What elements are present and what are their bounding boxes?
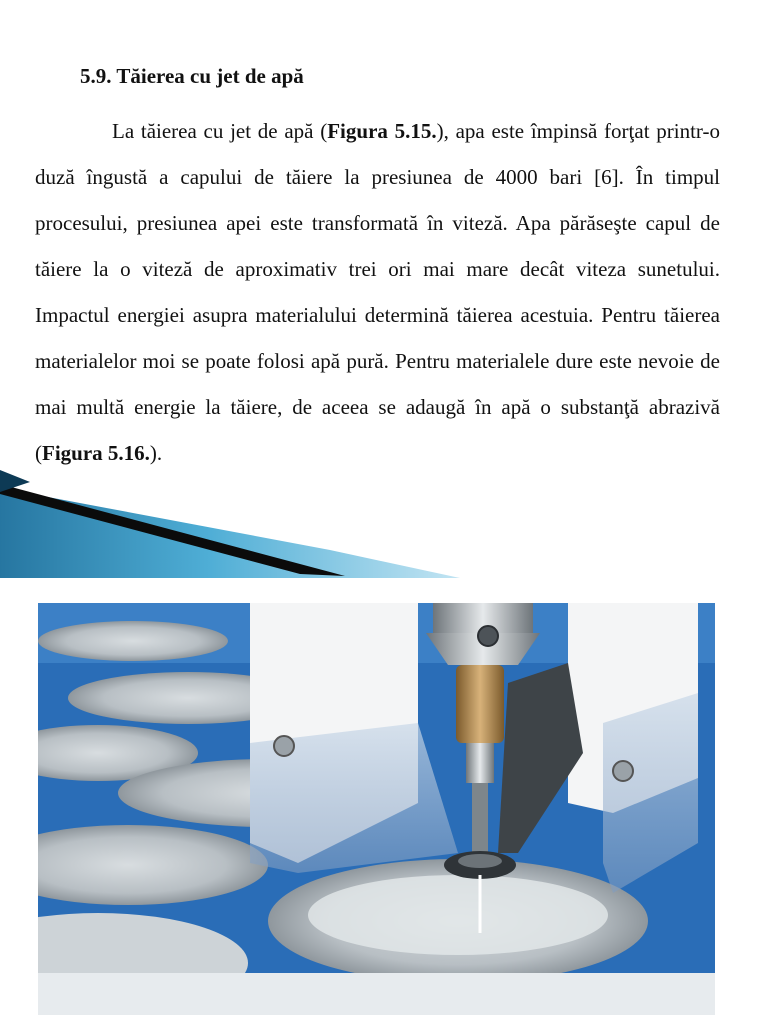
waterjet-cutting-photo [38, 603, 715, 1015]
paragraph-text-3: ). [149, 441, 163, 465]
figure-ref-5-15: Figura 5.15. [327, 119, 437, 143]
section-heading: 5.9. Tăierea cu jet de apă [80, 64, 304, 88]
decorative-swoosh [0, 470, 460, 580]
figure-ref-5-16: Figura 5.16. [42, 441, 150, 465]
paragraph-text-1: La tăierea cu jet de apă ( [112, 119, 328, 143]
body-paragraph [35, 108, 720, 476]
paragraph-text-2: ), apa este împinsă forţat printr-o duză îngustă a capului de tăiere la presiunea de 4000 bari [6]. În timpul procesului, presiunea apei este transformată în viteză. Apa părăseşte capul de tăiere la o viteză de aproximativ trei ori mai mare decât viteza sunetului. Impactul energiei asupra materialului determină tăierea acestuia. Pentru tăierea materialelor moi se poate folosi apă pură. Pentru materialele dure este nevoie de mai multă energie la tăiere, de aceea se adaugă în apă o substanţă abrazivă ( [35, 119, 720, 465]
